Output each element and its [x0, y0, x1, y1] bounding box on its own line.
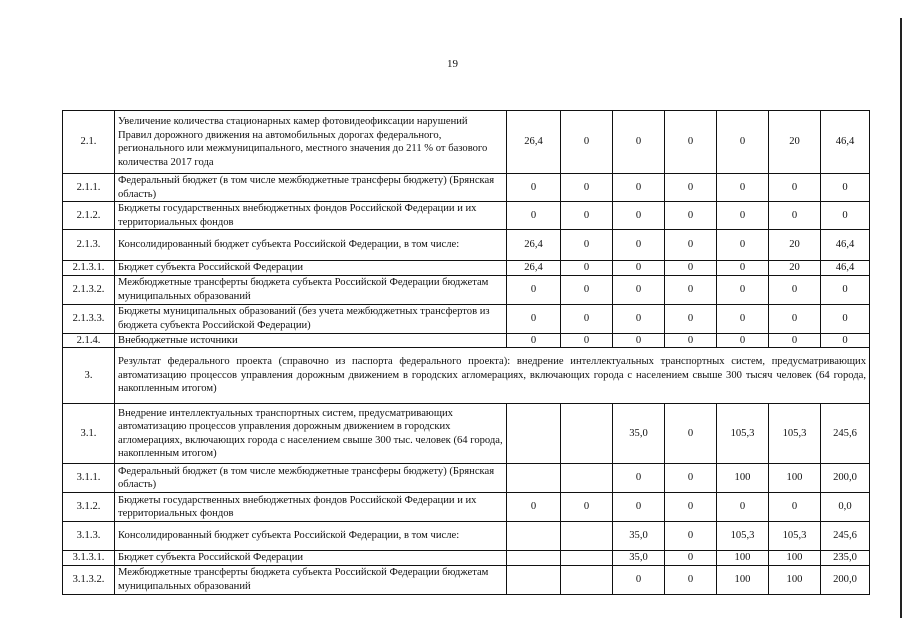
- row-value: [507, 551, 561, 566]
- table-row: [63, 275, 870, 304]
- row-value: 46,4: [821, 111, 870, 174]
- row-value: 0: [613, 202, 665, 230]
- row-value: 105,3: [717, 404, 769, 464]
- row-code: 3.1.3.2.: [63, 565, 115, 594]
- row-description: Внебюджетные источники: [115, 333, 507, 348]
- row-value: 0: [507, 275, 561, 304]
- row-code: 3.1.3.: [63, 522, 115, 551]
- row-value: 100: [717, 464, 769, 493]
- row-value: 0: [507, 333, 561, 348]
- row-value: 0: [665, 230, 717, 261]
- row-value: 0: [665, 404, 717, 464]
- row-value: 0: [665, 111, 717, 174]
- row-value: 0: [561, 202, 613, 230]
- row-value: 35,0: [613, 551, 665, 566]
- row-description: Бюджеты государственных внебюджетных фондов Российской Федерации и их территориальных фондов: [115, 493, 507, 522]
- row-value: 0: [613, 493, 665, 522]
- row-value: 0: [769, 202, 821, 230]
- row-value: [507, 404, 561, 464]
- row-code: 3.1.3.1.: [63, 551, 115, 566]
- row-value: 0: [769, 493, 821, 522]
- row-code: 2.1.3.1.: [63, 261, 115, 276]
- row-value: 245,6: [821, 404, 870, 464]
- row-value: 100: [769, 565, 821, 594]
- row-value: 0: [561, 111, 613, 174]
- row-description: Бюджеты государственных внебюджетных фондов Российской Федерации и их территориальных фондов: [115, 202, 507, 230]
- row-code: 2.1.3.3.: [63, 304, 115, 333]
- row-value: 0: [613, 111, 665, 174]
- row-value: 0: [665, 202, 717, 230]
- row-value: 0: [665, 565, 717, 594]
- row-value: 0: [769, 304, 821, 333]
- row-value: 35,0: [613, 404, 665, 464]
- row-value: 100: [717, 565, 769, 594]
- budget-table: [62, 110, 870, 595]
- row-value: 0: [613, 464, 665, 493]
- row-value: 20: [769, 111, 821, 174]
- row-value: 46,4: [821, 230, 870, 261]
- row-value: 0: [507, 174, 561, 202]
- row-value: [561, 464, 613, 493]
- row-value: 0: [613, 333, 665, 348]
- row-value: [561, 522, 613, 551]
- row-code: 2.1.3.: [63, 230, 115, 261]
- row-value: [507, 565, 561, 594]
- row-value: 0: [613, 261, 665, 276]
- row-value: 0: [665, 174, 717, 202]
- row-value: 0: [717, 304, 769, 333]
- table-body: [63, 111, 870, 595]
- row-value: 0: [665, 464, 717, 493]
- row-value: 0: [561, 174, 613, 202]
- row-value: [507, 522, 561, 551]
- row-value: 245,6: [821, 522, 870, 551]
- row-value: 0: [561, 333, 613, 348]
- row-value: 0: [561, 230, 613, 261]
- row-code: 3.1.: [63, 404, 115, 464]
- row-value: 0: [821, 304, 870, 333]
- row-value: 0: [665, 261, 717, 276]
- row-value: [561, 565, 613, 594]
- row-value: 20: [769, 261, 821, 276]
- row-value: 20: [769, 230, 821, 261]
- row-value: 0: [665, 493, 717, 522]
- row-value: 105,3: [717, 522, 769, 551]
- table-row: [63, 522, 870, 551]
- row-code: 3.1.2.: [63, 493, 115, 522]
- row-value: 105,3: [769, 522, 821, 551]
- row-value: 0: [665, 522, 717, 551]
- row-description: Результат федерального проекта (справочно из паспорта федерального проекта): внедрение интеллектуальных транспортных систем, предусматривающих автоматизацию процессов управления дорожным движением в городских агломерациях, включающих города с населением свыше 300 тысяч человек (64 города, накопленным итогом): [115, 348, 870, 404]
- row-value: 0: [561, 275, 613, 304]
- table-row: [63, 174, 870, 202]
- row-value: 0: [613, 230, 665, 261]
- row-value: [561, 551, 613, 566]
- table-row: [63, 304, 870, 333]
- row-value: [561, 404, 613, 464]
- row-description: Консолидированный бюджет субъекта Российской Федерации, в том числе:: [115, 230, 507, 261]
- row-value: 0: [613, 275, 665, 304]
- row-value: 0: [561, 304, 613, 333]
- row-value: 0: [821, 333, 870, 348]
- row-value: 0: [507, 202, 561, 230]
- row-code: 2.1.: [63, 111, 115, 174]
- row-value: 200,0: [821, 464, 870, 493]
- row-value: 0: [613, 174, 665, 202]
- row-value: 100: [717, 551, 769, 566]
- row-description: Федеральный бюджет (в том числе межбюджетные трансферы бюджету) (Брянская область): [115, 174, 507, 202]
- row-value: 0: [665, 333, 717, 348]
- row-value: 0: [821, 174, 870, 202]
- row-value: 100: [769, 464, 821, 493]
- row-value: 0: [665, 275, 717, 304]
- row-value: 0,0: [821, 493, 870, 522]
- row-value: 0: [717, 230, 769, 261]
- row-value: 100: [769, 551, 821, 566]
- table-row: [63, 202, 870, 230]
- table-row: [63, 261, 870, 276]
- table-row: [63, 565, 870, 594]
- row-value: 0: [665, 551, 717, 566]
- row-value: 0: [561, 261, 613, 276]
- row-code: 2.1.4.: [63, 333, 115, 348]
- row-value: 26,4: [507, 111, 561, 174]
- row-value: 0: [717, 202, 769, 230]
- row-value: 0: [561, 493, 613, 522]
- row-code: 2.1.2.: [63, 202, 115, 230]
- row-value: 105,3: [769, 404, 821, 464]
- row-value: 35,0: [613, 522, 665, 551]
- row-value: 235,0: [821, 551, 870, 566]
- row-value: 0: [717, 111, 769, 174]
- row-value: 0: [613, 565, 665, 594]
- row-description: Федеральный бюджет (в том числе межбюджетные трансферы бюджету) (Брянская область): [115, 464, 507, 493]
- row-description: Бюджет субъекта Российской Федерации: [115, 551, 507, 566]
- row-value: 0: [717, 261, 769, 276]
- table-row: [63, 551, 870, 566]
- page-number: 19: [447, 58, 458, 70]
- row-value: 200,0: [821, 565, 870, 594]
- row-value: 26,4: [507, 261, 561, 276]
- row-value: 0: [613, 304, 665, 333]
- row-code: 3.: [63, 348, 115, 404]
- row-value: 0: [507, 493, 561, 522]
- row-value: 26,4: [507, 230, 561, 261]
- table-row: [63, 404, 870, 464]
- row-value: [507, 464, 561, 493]
- row-code: 2.1.3.2.: [63, 275, 115, 304]
- row-value: 0: [717, 174, 769, 202]
- table-row: [63, 348, 870, 404]
- row-value: 46,4: [821, 261, 870, 276]
- row-description: Внедрение интеллектуальных транспортных систем, предусматривающих автоматизацию процессов управления дорожным движением в городских агломерациях, включающих города с населением свыше 300 тыс. человек (64 города, накопленным итогом): [115, 404, 507, 464]
- row-value: 0: [769, 174, 821, 202]
- row-value: 0: [769, 333, 821, 348]
- table-row: [63, 333, 870, 348]
- table-row: [63, 493, 870, 522]
- row-value: 0: [821, 275, 870, 304]
- row-code: 3.1.1.: [63, 464, 115, 493]
- row-value: 0: [717, 333, 769, 348]
- row-description: Увеличение количества стационарных камер фотовидеофиксации нарушений Правил дорожного движения на автомобильных дорогах федерального, регионального или межмуниципального, местного значения до 211 % от базового количества 2017 года: [115, 111, 507, 174]
- row-code: 2.1.1.: [63, 174, 115, 202]
- row-description: Бюджеты муниципальных образований (без учета межбюджетных трансфертов из бюджета субъекта Российской Федерации): [115, 304, 507, 333]
- table-row: [63, 111, 870, 174]
- row-description: Межбюджетные трансферты бюджета субъекта Российской Федерации бюджетам муниципальных образований: [115, 565, 507, 594]
- table-row: [63, 464, 870, 493]
- page-edge-line: [900, 18, 902, 618]
- row-value: 0: [769, 275, 821, 304]
- row-value: 0: [821, 202, 870, 230]
- row-value: 0: [717, 275, 769, 304]
- row-description: Межбюджетные трансферты бюджета субъекта Российской Федерации бюджетам муниципальных образований: [115, 275, 507, 304]
- row-value: 0: [717, 493, 769, 522]
- row-value: 0: [665, 304, 717, 333]
- row-description: Консолидированный бюджет субъекта Российской Федерации, в том числе:: [115, 522, 507, 551]
- row-value: 0: [507, 304, 561, 333]
- table-row: [63, 230, 870, 261]
- row-description: Бюджет субъекта Российской Федерации: [115, 261, 507, 276]
